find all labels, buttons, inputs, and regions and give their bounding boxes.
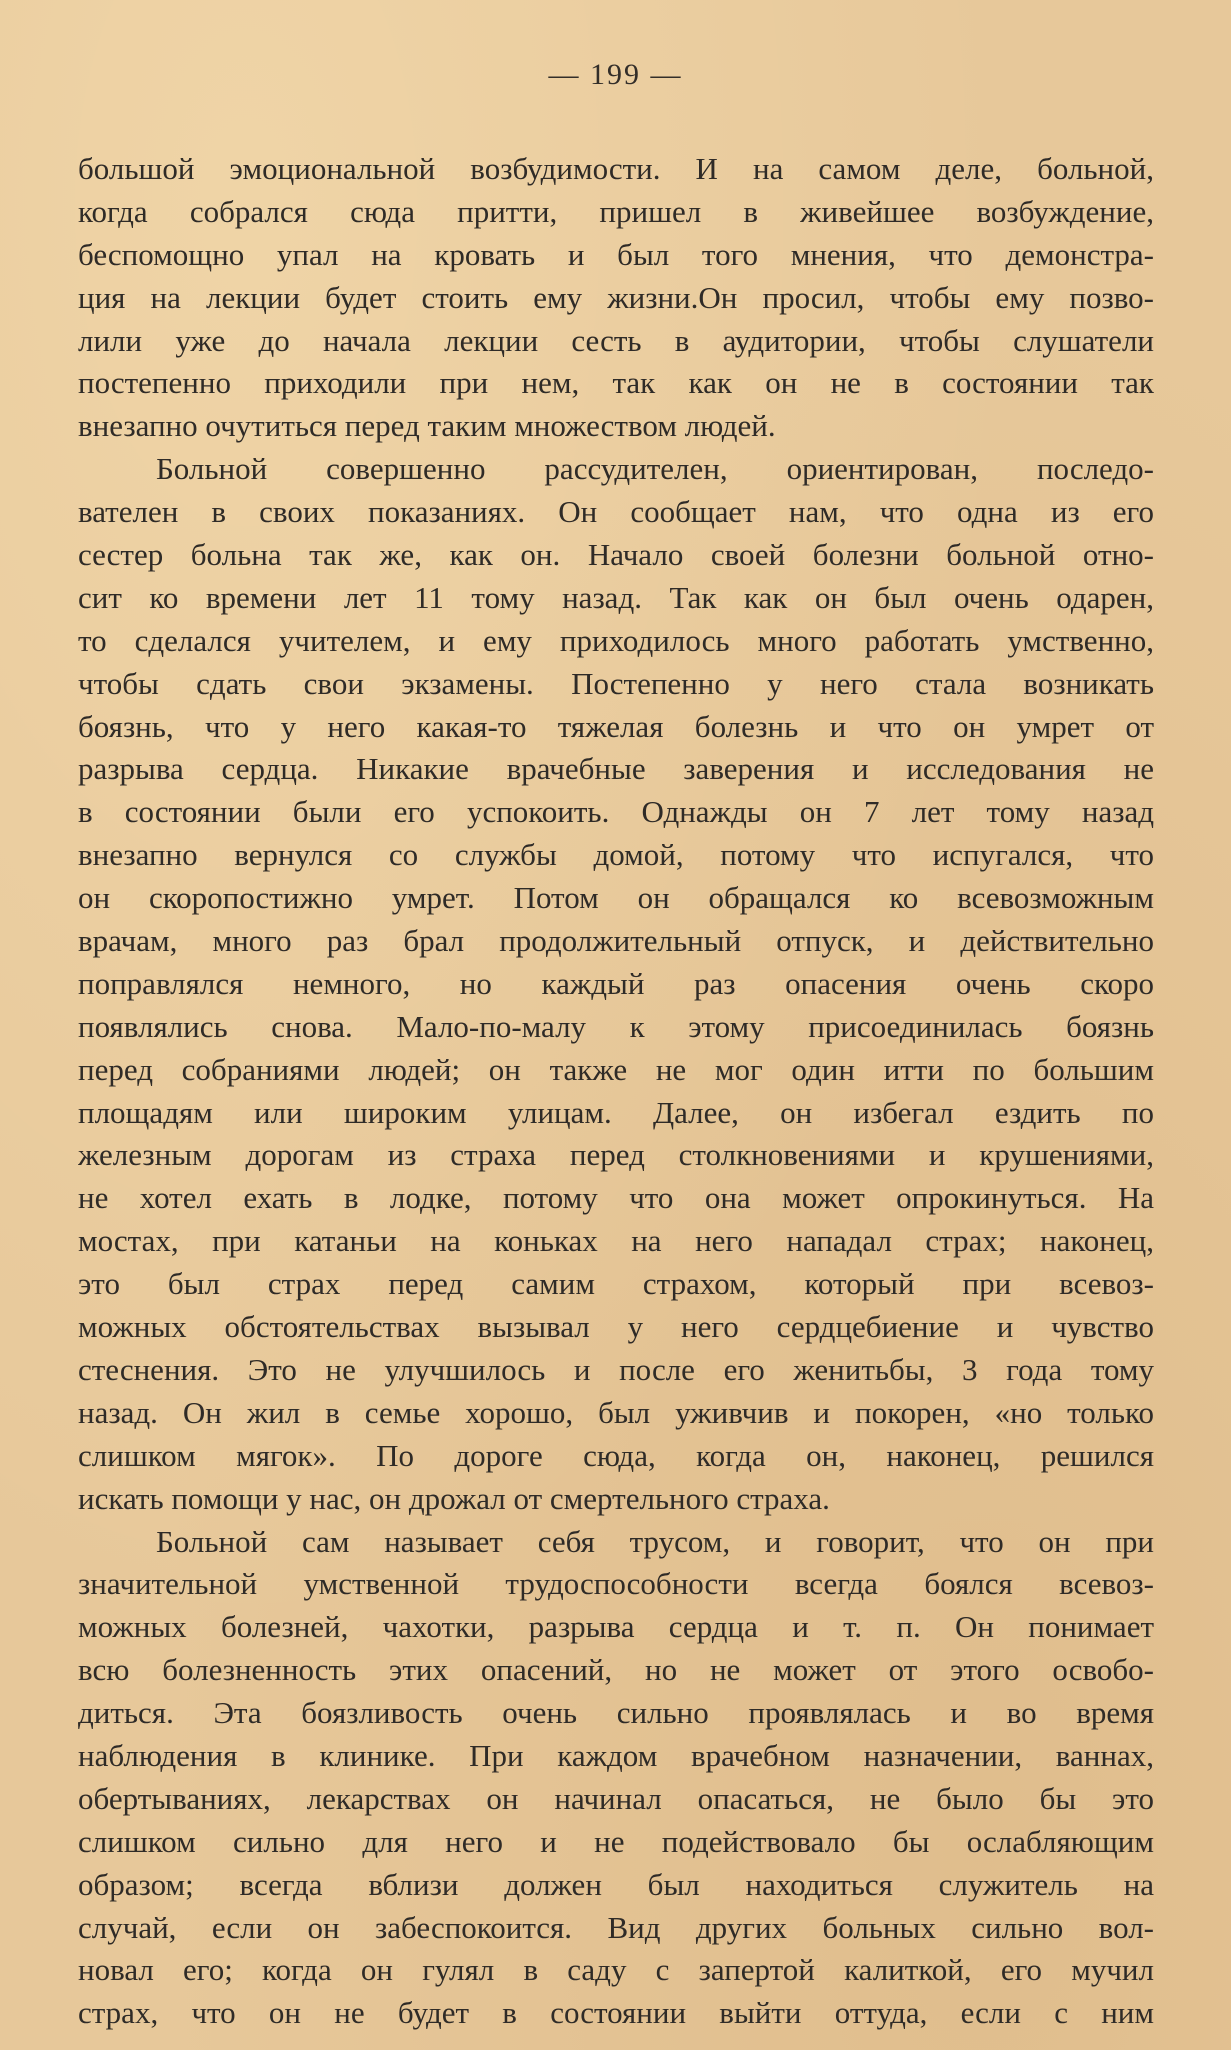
text-line: обертываниях, лекарствах он начинал опасаться, не было бы это: [78, 1780, 1154, 1816]
text-line: можных обстоятельствах вызывал у него сердцебиение и чувство: [78, 1309, 1154, 1345]
text-line: боязнь, что у него какая-то тяжелая болезнь и что он умрет от: [78, 708, 1154, 744]
paragraph: [78, 1521, 1154, 2036]
text-line: всю болезненность этих опасений, но не может от этого освобо-: [78, 1652, 1154, 1688]
text-line: в состоянии были его успокоить. Однажды он 7 лет тому назад: [78, 794, 1154, 830]
text-line: Больной совершенно рассудителен, ориентирован, последо-: [156, 451, 1154, 487]
text-line: лили уже до начала лекции сесть в аудитории, чтобы слушатели: [78, 322, 1154, 358]
text-line: назад. Он жил в семье хорошо, был уживчив и покорен, «но только: [78, 1394, 1154, 1430]
text-line: сит ко времени лет 11 тому назад. Так как он был очень одарен,: [78, 579, 1154, 615]
text-line: слишком мягок». По дороге сюда, когда он, наконец, решился: [78, 1437, 1154, 1473]
text-line: стеснения. Это не улучшилось и после его женитьбы, 3 года тому: [78, 1351, 1154, 1387]
text-line: искать помощи у нас, он дрожал от смертельного страха.: [78, 1480, 830, 1516]
text-line: можных болезней, чахотки, разрыва сердца и т. п. Он понимает: [78, 1609, 1154, 1645]
text-line: он скоропостижно умрет. Потом он обращался ко всевозможным: [78, 880, 1154, 916]
text-line: наблюдения в клинике. При каждом врачебном назначении, ваннах,: [78, 1737, 1154, 1773]
text-line: когда собрался сюда притти, пришел в живейшее возбуждение,: [78, 193, 1154, 229]
paragraph: [78, 448, 1154, 1520]
text-line: мостах, при катаньи на коньках на него нападал страх; наконец,: [78, 1223, 1154, 1259]
text-line: образом; всегда вблизи должен был находиться служитель на: [78, 1866, 1154, 1902]
text-line: поправлялся немного, но каждый раз опасения очень скоро: [78, 965, 1154, 1001]
text-line: внезапно вернулся со службы домой, потому что испугался, что: [78, 837, 1154, 873]
text-line: железным дорогам из страха перед столкновениями и крушениями,: [78, 1137, 1154, 1173]
text-line: ция на лекции будет стоить ему жизни.Он просил, чтобы ему позво-: [78, 279, 1154, 315]
text-line: разрыва сердца. Никакие врачебные заверения и исследования не: [78, 751, 1154, 787]
text-line: постепенно приходили при нем, так как он не в состоянии так: [78, 365, 1154, 401]
text-line: большой эмоциональной возбудимости. И на самом деле, больной,: [78, 151, 1154, 186]
text-line: появлялись снова. Мало-по-малу к этому присоединилась боязнь: [78, 1008, 1154, 1044]
text-line: страх, что он не будет в состоянии выйти оттуда, если с ним: [78, 1995, 1154, 2031]
text-line: вателен в своих показаниях. Он сообщает нам, что одна из его: [78, 494, 1154, 530]
text-line: слишком сильно для него и не подействовало бы ослабляющим: [78, 1823, 1154, 1859]
body-text: [78, 148, 1154, 2035]
text-line: перед собраниями людей; он также не мог один итти по большим: [78, 1051, 1154, 1087]
text-line: то сделался учителем, и ему приходилось много работать умственно,: [78, 622, 1154, 658]
page-number: — 199 —: [548, 58, 683, 91]
text-line: случай, если он забеспокоится. Вид других больных сильно вол-: [78, 1909, 1154, 1945]
text-line: значительной умственной трудоспособности всегда боялся всевоз-: [78, 1566, 1154, 1602]
text-line: это был страх перед самим страхом, который при всевоз-: [78, 1266, 1154, 1302]
text-line: врачам, много раз брал продолжительный отпуск, и действительно: [78, 923, 1154, 959]
text-line: внезапно очутиться перед таким множеством людей.: [78, 408, 776, 444]
text-line: площадям или широким улицам. Далее, он избегал ездить по: [78, 1094, 1154, 1130]
text-line: беспомощно упал на кровать и был того мнения, что демонстра-: [78, 236, 1154, 272]
text-line: Больной сам называет себя трусом, и говорит, что он при: [156, 1523, 1154, 1559]
text-line: чтобы сдать свои экзамены. Постепенно у него стала возникать: [78, 665, 1154, 701]
text-line: сестер больна так же, как он. Начало своей болезни больной отно-: [78, 537, 1154, 573]
paragraph: [78, 148, 1154, 448]
text-line: диться. Эта боязливость очень сильно проявлялась и во время: [78, 1695, 1154, 1731]
text-line: новал его; когда он гулял в саду с запертой калиткой, его мучил: [78, 1952, 1154, 1988]
text-line: не хотел ехать в лодке, потому что она может опрокинуться. На: [78, 1180, 1154, 1216]
